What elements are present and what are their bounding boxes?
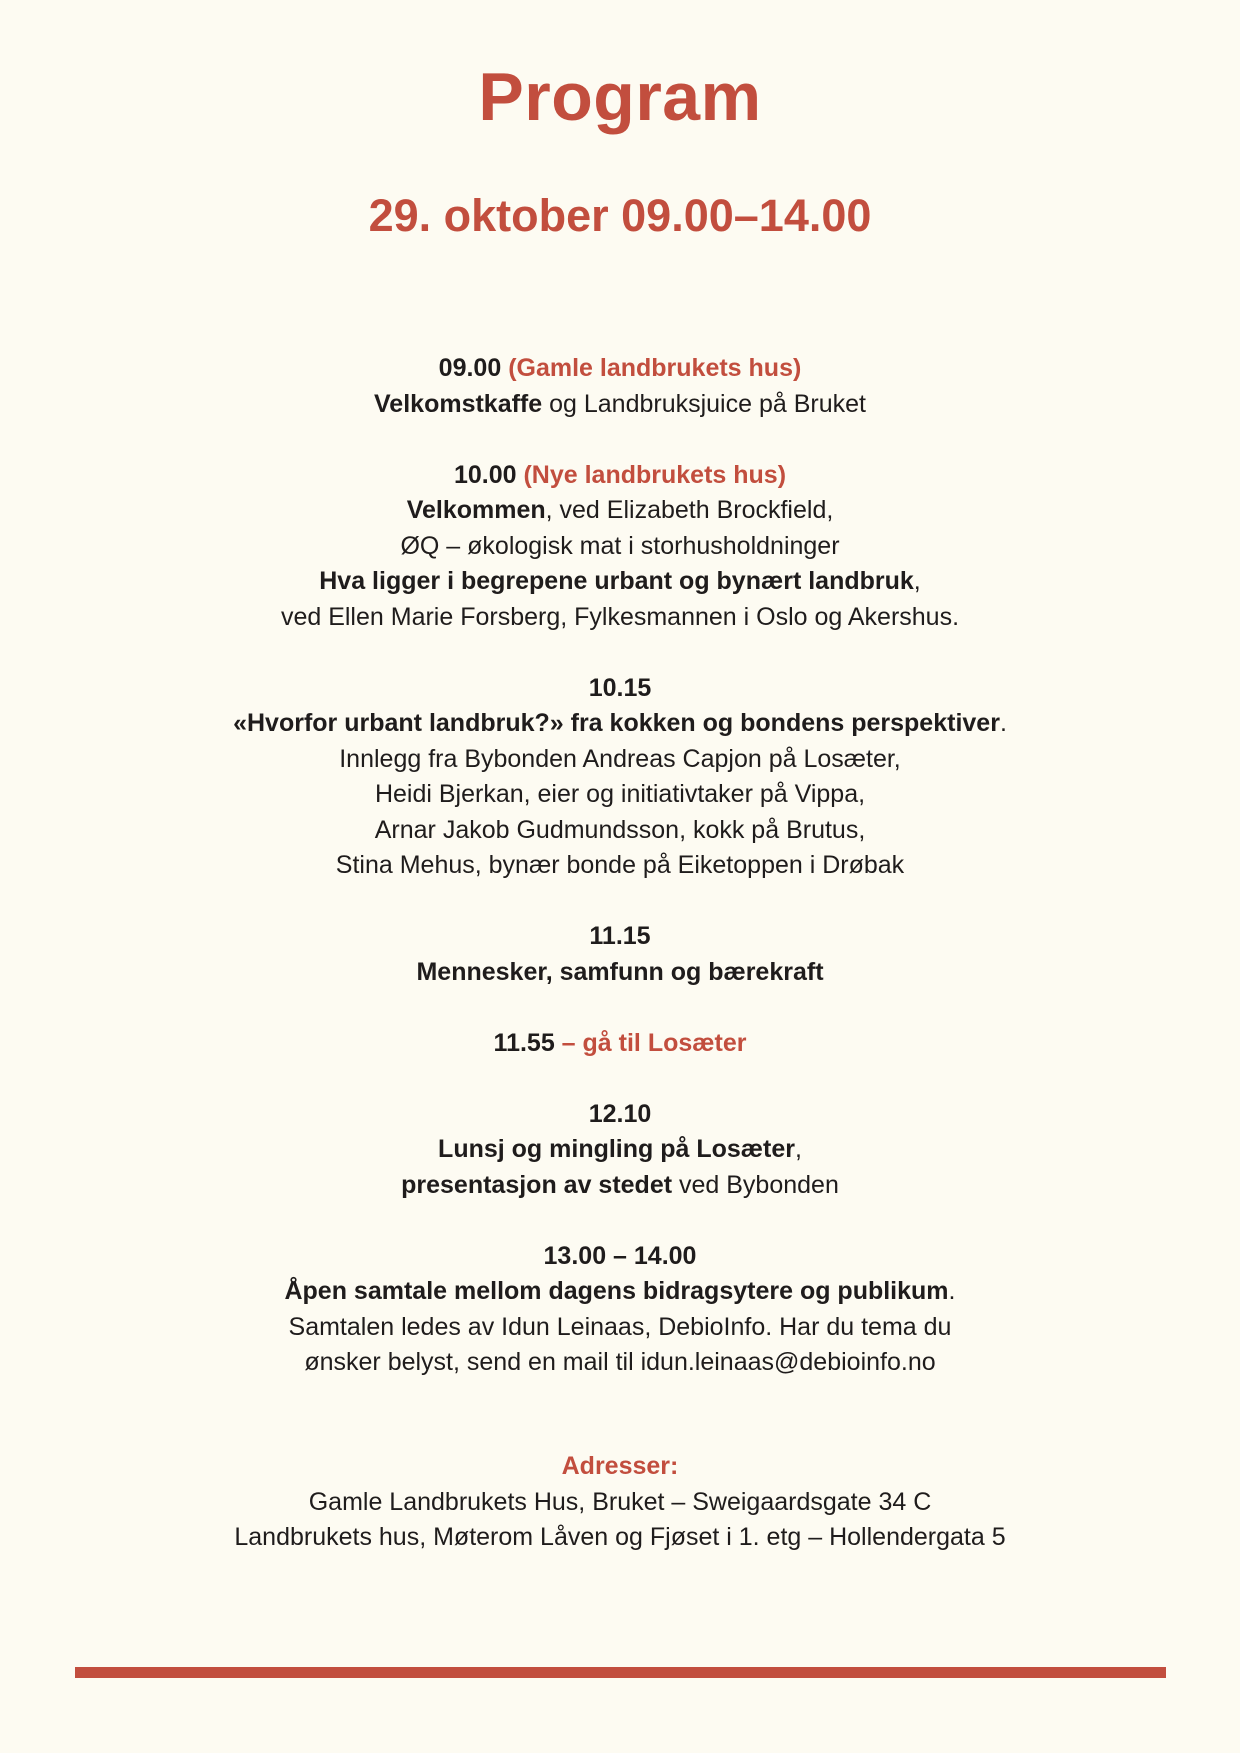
schedule-item-1300 xyxy=(0,1239,1240,1381)
item-title: Mennesker, samfunn og bærekraft xyxy=(416,957,824,986)
schedule-item-1000 xyxy=(0,458,1240,636)
schedule-item-1210 xyxy=(0,1097,1240,1204)
item-title: «Hvorfor urbant landbruk?» fra kokken og bondens perspektiver xyxy=(233,709,1000,737)
page-title: Program xyxy=(478,59,762,135)
schedule-item-1155 xyxy=(0,1026,1240,1062)
item-description: ved Ellen Marie Forsberg, Fylkesmannen i Oslo og Akershus. xyxy=(280,602,960,631)
schedule-item-0900 xyxy=(0,351,1240,422)
event-date: 29. oktober 09.00–14.00 xyxy=(368,190,872,241)
addresses-section xyxy=(0,1449,1240,1556)
item-description: . xyxy=(999,709,1007,737)
item-description: , ved Elizabeth Brockfield, xyxy=(545,496,834,524)
item-time: 10.15 xyxy=(588,673,652,702)
speaker-line: Stina Mehus, bynær bonde på Eiketoppen i Drøbak xyxy=(335,851,905,879)
item-time: 11.55 xyxy=(493,1028,555,1057)
item-time: 13.00 – 14.00 xyxy=(543,1241,697,1270)
item-title: Velkomstkaffe xyxy=(374,389,543,418)
item-note: – gå til Losæter xyxy=(554,1028,747,1057)
item-time: 11.15 xyxy=(589,922,651,950)
item-title: Velkommen xyxy=(406,496,546,524)
schedule-item-1015 xyxy=(0,671,1240,884)
item-location: (Nye landbrukets hus) xyxy=(523,460,787,489)
item-time: 10.00 xyxy=(453,460,517,489)
speaker-line: Arnar Jakob Gudmundsson, kokk på Brutus, xyxy=(374,815,866,844)
speaker-line: Innlegg fra Bybonden Andreas Capjon på Losæter, xyxy=(339,744,901,773)
item-description: ønsker belyst, send en mail til idun.leinaas@debioinfo.no xyxy=(304,1348,936,1376)
item-description: og Landbruksjuice på Bruket xyxy=(542,389,866,418)
item-description: , xyxy=(795,1135,802,1163)
item-description: ved Bybonden xyxy=(672,1170,839,1199)
item-time: 09.00 xyxy=(438,354,502,382)
item-description: , xyxy=(913,567,921,595)
item-description: Samtalen ledes av Idun Leinaas, DebioInfo. Har du tema du xyxy=(288,1312,952,1341)
item-title: presentasjon av stedet xyxy=(401,1170,673,1199)
addresses-heading: Adresser: xyxy=(561,1452,679,1480)
item-title: Hva ligger i begrepene urbant og bynært landbruk xyxy=(319,567,914,595)
item-title: Lunsj og mingling på Losæter xyxy=(438,1135,795,1163)
item-time: 12.10 xyxy=(588,1099,652,1128)
item-title: Åpen samtale mellom dagens bidragsytere og publikum xyxy=(284,1277,949,1305)
address-line: Gamle Landbrukets Hus, Bruket – Sweigaardsgate 34 C xyxy=(308,1487,932,1516)
item-location: (Gamle landbrukets hus) xyxy=(508,354,802,382)
address-line: Landbrukets hus, Møterom Låven og Fjøset i 1. etg – Hollendergata 5 xyxy=(234,1523,1006,1551)
bottom-divider xyxy=(75,1667,1166,1678)
speaker-line: Heidi Bjerkan, eier og initiativtaker på Vippa, xyxy=(374,780,866,808)
item-description: . xyxy=(948,1277,956,1305)
item-description: ØQ – økologisk mat i storhusholdninger xyxy=(400,531,840,560)
program-schedule xyxy=(0,351,1240,1416)
schedule-item-1115 xyxy=(0,919,1240,990)
